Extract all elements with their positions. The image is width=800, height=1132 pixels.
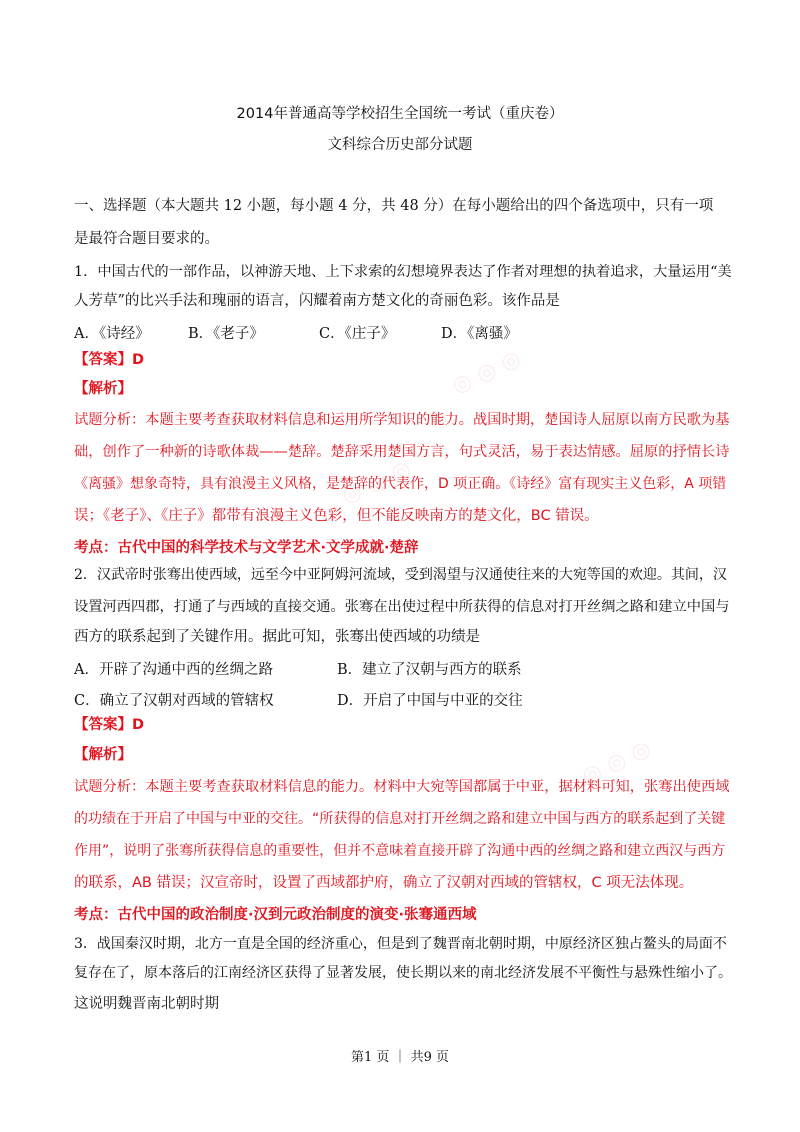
question-stem: 人芳草”的比兴手法和瑰丽的语言，闪耀着南方楚文化的奇丽色彩。该作品是 [74,293,560,309]
page-footer: 第1 页 ｜ 共9 页 [350,1050,450,1065]
question-stem: 2．汉武帝时张骞出使西域，远至今中亚阿姆河流域，受到渴望与汉通使往来的大宛等国的欢迎。其间，汉 [74,567,727,583]
analysis-text: 作用”，说明了张骞所获得信息的重要性，但并不意味着直接开辟了沟通中西的丝绸之路和建立西汉与西方 [74,843,726,859]
analysis-text: 的功绩在于开启了中国与中亚的交往。“所获得的信息对打开丝绸之路和建立中国与西方的联系起到了关键 [74,811,726,827]
analysis-label: 【解析】 [74,381,132,397]
section-instructions: 一、选择题（本大题共 12 小题，每小题 4 分，共 48 分）在每小题给出的四个备选项中，只有一项 [74,198,714,214]
question-stem: 3．战国秦汉时期，北方一直是全国的经济重心，但是到了魏晋南北朝时期，中原经济区独占鳌头的局面不 [74,936,727,952]
option-a: A．开辟了沟通中西的丝绸之路 [74,662,273,678]
watermark-logo: ◎ ◎ ◎ [448,345,525,400]
answer-label: 【答案】D [74,352,145,368]
watermark-logo: ◎ ◎ ◎ [578,735,655,790]
option-c: C．《庄子》 [319,326,396,342]
question-stem: 这说明魏晋南北朝时期 [74,996,219,1012]
question-stem: 西方的联系起到了关键作用。据此可知，张骞出使西域的功绩是 [74,629,480,645]
option-c: C．确立了汉朝对西域的管辖权 [74,693,274,709]
question-stem: 复存在了，原本落后的江南经济区获得了显著发展，使长期以来的南北经济发展不平衡性与悬殊性缩小了。 [74,965,732,981]
analysis-text: 试题分析：本题主要考查获取材料信息和运用所学知识的能力。战国时期，楚国诗人屈原以南方民歌为基 [74,412,730,428]
question-stem: 1．中国古代的一部作品，以神游天地、上下求索的幻想境界表达了作者对理想的执着追求，大量运用“美 [74,264,732,280]
watermark-logo: ◎ ◎ ◎ [338,455,415,510]
page-title: 2014年普通高等学校招生全国统一考试（重庆卷） [236,106,564,122]
analysis-text: 的联系，AB 错误；汉宣帝时，设置了西域都护府，确立了汉朝对西域的管辖权，C 项无法体现。 [74,875,694,891]
page-subtitle: 文科综合历史部分试题 [327,137,473,153]
option-b: B．建立了汉朝与西方的联系 [337,662,522,678]
analysis-label: 【解析】 [74,747,132,763]
kaodian-text: 考点：古代中国的政治制度·汉到元政治制度的演变·张骞通西域 [74,907,477,923]
analysis-text: 试题分析：本题主要考查获取材料信息的能力。材料中大宛等国都属于中亚，据材料可知，张骞出使西域 [74,779,730,795]
answer-label: 【答案】D [74,717,145,733]
option-d: D．《离骚》 [441,326,518,342]
question-stem: 设置河西四郡，打通了与西域的直接交通。张骞在出使过程中所获得的信息对打开丝绸之路和建立中国与 [74,599,730,615]
analysis-text: 础，创作了一种新的诗歌体裁——楚辞。楚辞采用楚国方言，句式灵活，易于表达情感。屈原的抒情长诗 [74,444,730,460]
option-a: A．《诗经》 [74,326,150,342]
analysis-text: 误；《老子》、《庄子》都带有浪漫主义色彩，但不能反映南方的楚文化，BC 错误。 [74,508,599,524]
section-instructions: 是最符合题目要求的。 [74,231,219,247]
analysis-text: 《离骚》想象奇特，具有浪漫主义风格，是楚辞的代表作，D 项正确。《诗经》富有现实主义色彩，A 项错 [74,476,727,492]
option-d: D．开启了中国与中亚的交往 [337,693,523,709]
kaodian-text: 考点：古代中国的科学技术与文学艺术·文学成就·楚辞 [74,540,419,556]
option-b: B．《老子》 [188,326,264,342]
